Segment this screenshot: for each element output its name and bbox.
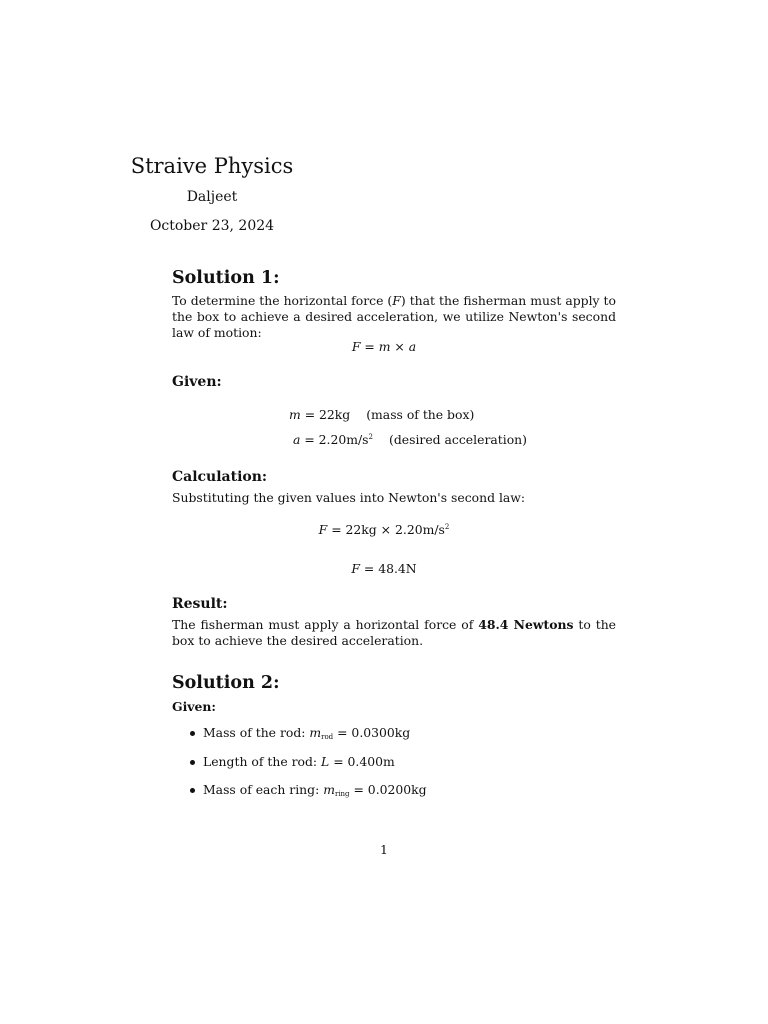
given-mass-var: m [289,407,301,422]
result-text-bold: 48.4 Newtons [478,617,574,632]
intro-text-after: ) that the fisherman must apply to the box to achieve a desired acceleration, we utilize Newton's second law of motion: [172,293,616,340]
calc-rhs: = 22kg × 2.20m/s [327,522,445,537]
given-accel-var: a [293,432,301,447]
bullet-icon [190,731,195,736]
bullet-icon [190,760,195,765]
given-item-rod-length [203,754,395,770]
eq-mass: m [378,339,391,354]
result-equation [0,561,768,577]
solution-2-given-heading: Given: [172,699,216,714]
given-accel-comment: (desired acceleration) [389,432,527,447]
calculation-heading: Calculation: [172,469,268,485]
given-item-rod-mass [203,725,410,741]
calculation-equation [0,522,768,538]
given-item-value: = 0.0300kg [333,725,411,740]
calc-exponent: 2 [444,523,450,531]
solution-2-heading: Solution 2: [172,673,280,693]
eq-lhs: F [351,339,361,354]
page-number: 1 [380,842,388,857]
document-title: Straive Physics [130,154,294,178]
given-item-subscript: rod [321,733,334,741]
eq-sign: = [360,339,379,354]
given-item-label: Mass of each ring: [203,782,324,797]
given-accel-value: = 2.20m/s [300,432,369,447]
result-text-before: The fisherman must apply a horizontal force of [172,617,479,632]
calc-var: F [318,522,328,537]
intro-text-before: To determine the horizontal force ( [172,293,393,308]
newton-law-equation [0,339,768,355]
eq-accel: a [408,339,417,354]
given-mass-comment: (mass of the box) [366,407,475,422]
document-date: October 23, 2024 [149,218,275,234]
given-item-subscript: ring [334,790,350,798]
given-accel-exponent: 2 [368,433,373,441]
given-item-value: = 0.400m [329,754,395,769]
bullet-icon [190,788,195,793]
given-item-value: = 0.0200kg [349,782,427,797]
eq-times: × [390,339,409,354]
given-heading: Given: [172,374,222,390]
given-item-var: m [309,725,322,740]
result-heading: Result: [172,596,228,612]
given-item-label: Mass of the rod: [203,725,310,740]
given-item-label: Length of the rod: [203,754,322,769]
given-item-var: L [321,754,330,769]
result-text [172,617,616,649]
solution-1-heading: Solution 1: [172,268,280,288]
document-author: Daljeet [186,189,238,205]
result-rhs: = 48.4N [359,561,417,576]
given-item-ring-mass [203,782,427,798]
result-text-after: to the box to achieve the desired acceleration. [172,617,617,648]
intro-var: F [392,293,401,308]
calculation-text: Substituting the given values into Newton's second law: [172,490,526,505]
result-var: F [351,561,360,576]
solution-1-intro [172,293,616,341]
given-mass-value: = 22kg [300,407,351,422]
given-item-var: m [323,782,335,797]
